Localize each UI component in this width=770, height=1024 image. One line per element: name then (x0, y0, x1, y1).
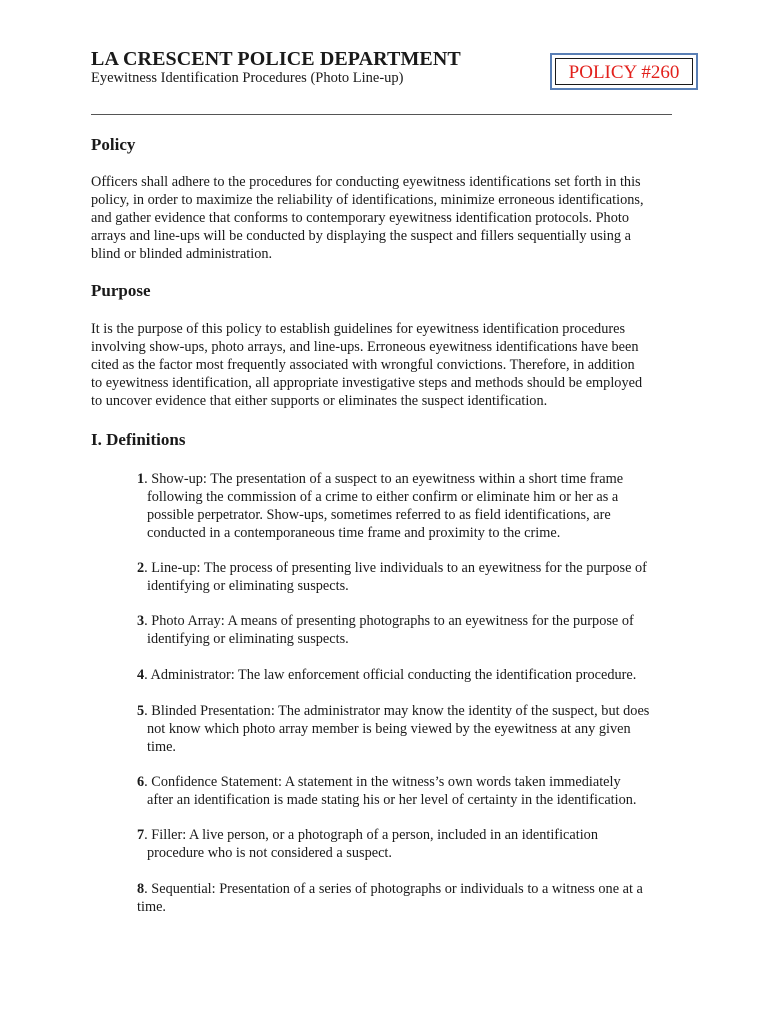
definition-text: . Line-up: The process of presenting live individuals to an eyewitness for the purpose of (144, 560, 647, 576)
policy-line: policy, in order to maximize the reliability of identifications, minimize erroneous identifications, (91, 192, 644, 209)
definition-text: . Administrator: The law enforcement official conducting the identification procedure. (144, 667, 637, 683)
definition-item-2 (137, 559, 687, 595)
definition-text: time. (147, 739, 176, 756)
definition-number: 4 (137, 667, 145, 683)
definition-text: . Blinded Presentation: The administrator may know the identity of the suspect, but does (144, 703, 650, 719)
definition-text: not know which photo array member is being viewed by the eyewitness at any given (147, 721, 631, 738)
definition-item-3 (137, 612, 687, 648)
definition-text: time. (137, 899, 166, 916)
policy-number-badge (550, 53, 698, 90)
purpose-heading: Purpose (91, 281, 151, 300)
definition-number: 1 (137, 471, 145, 487)
definition-item-7 (137, 826, 687, 862)
definition-number: 3 (137, 613, 145, 629)
definition-text: identifying or eliminating suspects. (147, 578, 349, 595)
definition-item-5 (137, 702, 687, 756)
definition-text: . Filler: A live person, or a photograph of a person, included in an identification (144, 827, 598, 843)
purpose-line: It is the purpose of this policy to establish guidelines for eyewitness identification procedures (91, 321, 626, 337)
definition-text: after an identification is made stating his or her level of certainty in the identification. (147, 792, 637, 809)
purpose-line: to uncover evidence that either supports or eliminates the suspect identification. (91, 393, 548, 410)
definition-item-8 (137, 880, 687, 916)
policy-line: and gather evidence that conforms to contemporary eyewitness identification protocols. Photo (91, 210, 629, 227)
policy-line: Officers shall adhere to the procedures for conducting eyewitness identifications set forth in this (91, 174, 641, 190)
purpose-line: cited as the factor most frequently associated with wrongful convictions. Therefore, in addition (91, 357, 635, 374)
policy-number-label: POLICY #260 (555, 58, 693, 85)
definition-text: conducted in a contemporaneous time frame and proximity to the crime. (147, 525, 561, 542)
purpose-paragraph (91, 320, 691, 410)
policy-paragraph (91, 173, 691, 263)
definition-item-6 (137, 773, 687, 809)
definition-text: procedure who is not considered a suspect. (147, 845, 392, 862)
definition-text: . Photo Array: A means of presenting photographs to an eyewitness for the purpose of (144, 613, 634, 629)
definition-text: . Sequential: Presentation of a series of photographs or individuals to a witness one at a (144, 881, 643, 897)
definition-item-1 (137, 470, 687, 542)
document-subtitle: Eyewitness Identification Procedures (Photo Line-up) (91, 70, 404, 86)
policy-line: blind or blinded administration. (91, 246, 273, 263)
policy-line: arrays and line-ups will be conducted by displaying the suspect and fillers sequentially using a (91, 228, 631, 245)
definition-number: 7 (137, 827, 145, 843)
department-title: LA CRESCENT POLICE DEPARTMENT (91, 48, 461, 70)
definition-number: 5 (137, 703, 145, 719)
purpose-line: to eyewitness identification, all appropriate investigative steps and methods should be employed (91, 375, 643, 392)
definition-item-4 (137, 666, 687, 684)
definition-number: 8 (137, 881, 145, 897)
definition-text: . Show-up: The presentation of a suspect to an eyewitness within a short time frame (144, 471, 624, 487)
policy-heading: Policy (91, 135, 136, 154)
definition-text: identifying or eliminating suspects. (147, 631, 349, 648)
definition-text: . Confidence Statement: A statement in the witness’s own words taken immediately (144, 774, 621, 790)
definitions-heading: I. Definitions (91, 430, 186, 449)
definition-text: following the commission of a crime to either confirm or eliminate him or her as a (147, 489, 619, 506)
header-divider (91, 114, 672, 115)
definition-number: 2 (137, 560, 145, 576)
purpose-line: involving show-ups, photo arrays, and line-ups. Erroneous eyewitness identifications have been (91, 339, 639, 356)
definition-text: possible perpetrator. Show-ups, sometimes referred to as field identifications, are (147, 507, 611, 524)
definition-number: 6 (137, 774, 145, 790)
